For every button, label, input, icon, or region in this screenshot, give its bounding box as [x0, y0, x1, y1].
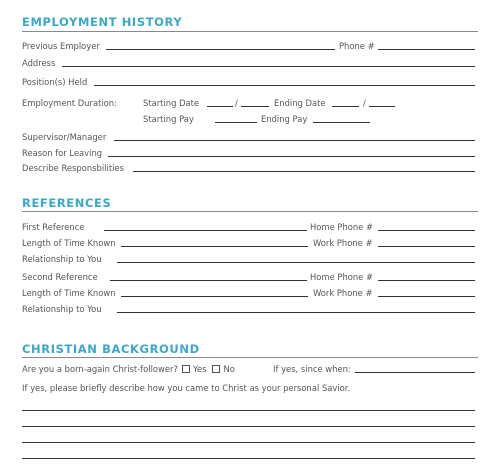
describe-salvation-line[interactable] — [22, 458, 475, 459]
starting-pay-label: Starting Pay — [143, 114, 194, 124]
first-reference-field[interactable] — [104, 230, 307, 231]
first-home-phone-label: Home Phone # — [310, 222, 374, 232]
supervisor-label: Supervisor/Manager — [22, 132, 107, 142]
previous-employer-field[interactable] — [106, 49, 335, 50]
positions-held-label: Position(s) Held — [22, 77, 88, 87]
employment-duration-label: Employment Duration: — [22, 98, 117, 108]
born-again-question: Are you a born-again Christ-follower? — [22, 364, 178, 374]
second-work-phone-label: Work Phone # — [313, 288, 373, 298]
employer-phone-field[interactable] — [378, 49, 475, 50]
starting-date-slash: / — [235, 98, 238, 108]
no-checkbox[interactable] — [212, 365, 220, 373]
born-again-row — [22, 364, 235, 374]
supervisor-field[interactable] — [114, 140, 475, 141]
since-when-field[interactable] — [355, 372, 475, 373]
yes-label: Yes — [192, 364, 207, 374]
second-relationship-label: Relationship to You — [22, 304, 102, 314]
starting-date-year-field[interactable] — [241, 106, 269, 107]
second-reference-field[interactable] — [110, 280, 307, 281]
starting-pay-field[interactable] — [215, 122, 257, 123]
references-divider — [22, 211, 478, 212]
reason-for-leaving-field[interactable] — [108, 156, 475, 157]
second-work-phone-field[interactable] — [378, 296, 475, 297]
employment-history-heading: EMPLOYMENT HISTORY — [22, 15, 183, 29]
responsibilities-field[interactable] — [133, 171, 475, 172]
first-length-known-label: Length of Time Known — [22, 238, 116, 248]
ending-pay-label: Ending Pay — [261, 114, 308, 124]
no-label: No — [223, 364, 235, 374]
second-home-phone-label: Home Phone # — [310, 272, 374, 282]
ending-date-label: Ending Date — [274, 98, 326, 108]
yes-checkbox[interactable] — [182, 365, 190, 373]
address-field[interactable] — [62, 66, 475, 67]
describe-salvation-line[interactable] — [22, 410, 475, 411]
second-length-known-field[interactable] — [121, 296, 308, 297]
christian-background-heading: CHRISTIAN BACKGROUND — [22, 342, 200, 356]
starting-date-month-field[interactable] — [207, 106, 233, 107]
references-heading: REFERENCES — [22, 196, 112, 210]
second-reference-label: Second Reference — [22, 272, 98, 282]
employer-phone-label: Phone # — [339, 41, 375, 51]
second-length-known-label: Length of Time Known — [22, 288, 116, 298]
positions-held-field[interactable] — [94, 85, 475, 86]
first-work-phone-label: Work Phone # — [313, 238, 373, 248]
first-relationship-label: Relationship to You — [22, 254, 102, 264]
christian-background-divider — [22, 357, 478, 358]
describe-salvation-prompt: If yes, please briefly describe how you came to Christ as your personal Savior. — [22, 383, 351, 393]
second-relationship-field[interactable] — [117, 312, 475, 313]
address-label: Address — [22, 58, 56, 68]
second-home-phone-field[interactable] — [378, 280, 475, 281]
describe-salvation-line[interactable] — [22, 426, 475, 427]
ending-date-month-field[interactable] — [332, 106, 359, 107]
describe-salvation-line[interactable] — [22, 442, 475, 443]
ending-date-year-field[interactable] — [369, 106, 395, 107]
since-when-label: If yes, since when: — [273, 364, 351, 374]
first-length-known-field[interactable] — [121, 246, 308, 247]
previous-employer-label: Previous Employer — [22, 41, 100, 51]
first-home-phone-field[interactable] — [378, 230, 475, 231]
ending-date-slash: / — [363, 98, 366, 108]
employment-divider — [22, 31, 478, 32]
responsibilities-label: Describe Responsbilities — [22, 163, 124, 173]
reason-for-leaving-label: Reason for Leaving — [22, 148, 103, 158]
first-relationship-field[interactable] — [117, 262, 475, 263]
ending-pay-field[interactable] — [313, 122, 370, 123]
starting-date-label: Starting Date — [143, 98, 200, 108]
first-reference-label: First Reference — [22, 222, 85, 232]
first-work-phone-field[interactable] — [378, 246, 475, 247]
